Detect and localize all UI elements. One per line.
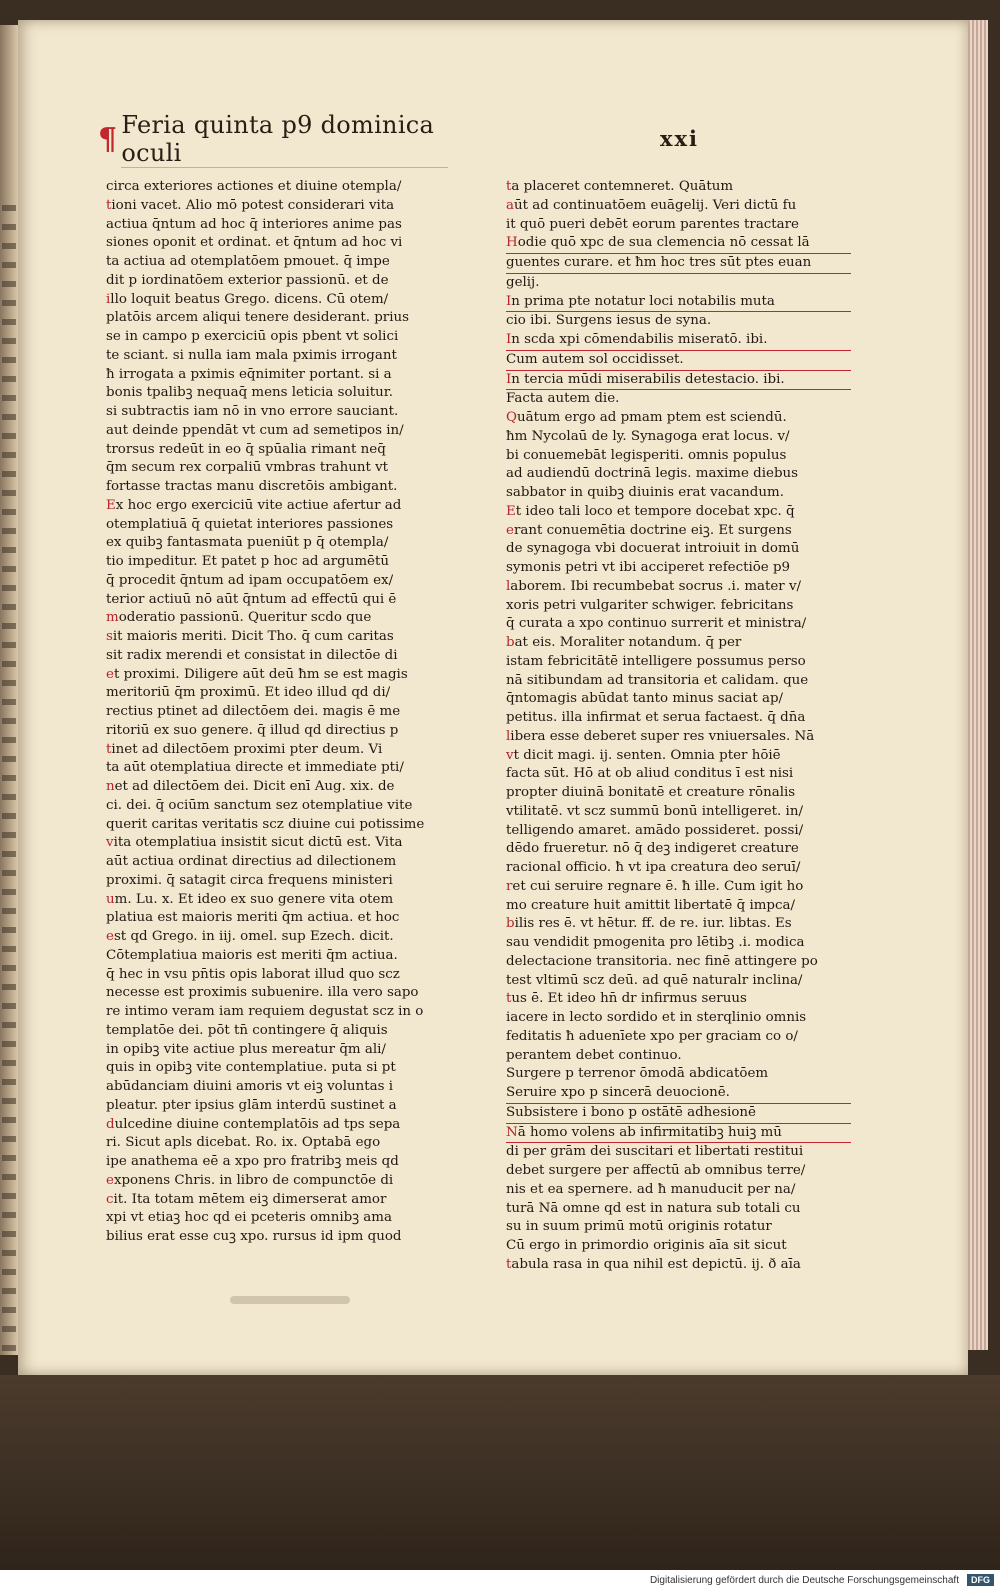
text-line: bilius erat esse cuꝫ xpo. rursus id ipm quod bbox=[106, 1229, 402, 1244]
folio-number: xxi bbox=[660, 126, 700, 151]
text-line: in opibꝫ vite actiue plus mereatur q̄m ali/ bbox=[106, 1041, 386, 1057]
text-line: perantem debet continuo. bbox=[506, 1047, 682, 1063]
text-line: aūt ad continuatōem euāgelij. Veri dictū fu bbox=[506, 197, 797, 213]
text-line: q̄m secum rex corpaliū vmbras trahunt vt bbox=[106, 460, 389, 476]
text-line: feditatis ħ aduenīete xpo per graciam co o/ bbox=[506, 1028, 798, 1044]
text-line: dulcedine diuine contemplatōis ad tps sepa bbox=[106, 1116, 401, 1132]
text-line: abūdanciam diuini amoris vt eiꝫ voluntas i bbox=[106, 1079, 393, 1094]
text-line: actiua q̄ntum ad hoc q̄ interiores anime pas bbox=[106, 216, 402, 232]
ink-smudge bbox=[230, 1296, 350, 1304]
adjacent-page-text-marks bbox=[2, 205, 16, 1365]
text-line: vita otemplatiua insistit sicut dictū est. Vita bbox=[106, 835, 403, 851]
text-line: racional officio. ħ vt ipa creatura deo seruī/ bbox=[506, 860, 801, 875]
text-line: gelij. bbox=[506, 274, 540, 290]
text-line: te sciant. si nulla iam mala pximis irrogant bbox=[106, 347, 397, 363]
text-line: In tercia mūdi miserabilis detestacio. ibi. bbox=[506, 371, 851, 391]
text-line: guentes curare. et ħm hoc tres sūt ptes euan bbox=[506, 254, 851, 274]
text-line: se in campo p exerciciū opis pbent vt solici bbox=[106, 329, 399, 344]
text-line: templatōe dei. pōt tn̄ contingere q̄ aliquis bbox=[106, 1022, 388, 1038]
text-line: turā Nā omne qd est in natura sub totali cu bbox=[506, 1200, 801, 1216]
footer-bar bbox=[0, 1570, 1000, 1590]
text-line: Facta autem die. bbox=[506, 391, 620, 407]
text-line: de synagoga vbi docuerat introiuit in domū bbox=[506, 541, 800, 557]
text-line: ex quibꝫ fantasmata pueniūt p q̄ otempla/ bbox=[106, 535, 389, 551]
text-line: propter diuinā bonitatē et creature rōnalis bbox=[506, 785, 796, 800]
text-line: sit maioris meriti. Dicit Tho. q̄ cum caritas bbox=[106, 629, 394, 644]
paraph-mark-icon: ¶ bbox=[98, 121, 118, 157]
text-line: vt dicit magi. ij. senten. Omnia pter hōiē bbox=[506, 747, 781, 763]
text-line: Hodie quō xpc de sua clemencia nō cessat lā bbox=[506, 234, 851, 254]
text-line: ta aūt otemplatiua directe et immediate pti/ bbox=[106, 760, 404, 776]
text-line: otemplatiuā q̄ quietat interiores passiones bbox=[106, 516, 394, 532]
text-column-left bbox=[106, 178, 451, 1247]
text-line: symonis petri vt ibi acciperet refectiōe p9 bbox=[506, 560, 791, 575]
text-line: moderatio passionū. Queritur scdo que bbox=[106, 610, 372, 626]
text-line: circa exteriores actiones et diuine otempla/ bbox=[106, 179, 402, 194]
text-line: ħm Nycolaū de ly. Synagoga erat locus. v/ bbox=[506, 428, 790, 444]
text-line: Cum autem sol occidisset. bbox=[506, 351, 851, 371]
text-line: xoris petri vulgariter schwiger. febricitans bbox=[506, 597, 794, 613]
footer-credit: Digitalisierung gefördert durch die Deutsche Forschungsgemeinschaft bbox=[649, 1574, 959, 1586]
text-line: illo loquit beatus Grego. dicens. Cū otem/ bbox=[106, 291, 389, 307]
text-line: xpi vt etiaꝫ hoc qd ei pceteris omnibꝫ ama bbox=[106, 1210, 392, 1226]
text-line: q̄ procedit q̄ntum ad ipam occupatōem ex/ bbox=[106, 572, 394, 588]
text-line: Cū ergo in primordio originis aīa sit sicut bbox=[506, 1238, 787, 1253]
text-line: di per grām dei suscitari et libertati restitui bbox=[506, 1144, 804, 1160]
text-line: telligendo amaret. amādo possideret. possi/ bbox=[506, 822, 804, 838]
text-line: bonis tpalibꝫ nequaq̄ mens leticia soluitur. bbox=[106, 385, 393, 401]
text-line: tio impeditur. Et patet p hoc ad argumētū bbox=[106, 554, 389, 569]
header-title: Feria quinta p9 dominica oculi bbox=[121, 111, 448, 168]
text-line: si subtractis iam nō in vno errore sauciant. bbox=[106, 404, 399, 419]
text-line: aūt actiua ordinat directius ad dilectionem bbox=[106, 854, 397, 869]
text-line: tinet ad dilectōem proximi pter deum. Vi bbox=[106, 741, 383, 757]
text-line: proximi. q̄ satagit circa frequens ministeri bbox=[106, 872, 393, 888]
text-line: ħ irrogata a pximis eq̄nimiter portant. si a bbox=[106, 366, 392, 382]
text-line: bilis res ē. vt hētur. ff. de re. iur. libtas. Es bbox=[506, 916, 792, 932]
text-line: test vltimū scz deū. ad quē naturalr inclina/ bbox=[506, 972, 803, 988]
table-background bbox=[0, 1375, 1000, 1570]
text-line: platiua est maioris meriti q̄m actiua. et hoc bbox=[106, 910, 400, 926]
folio-header bbox=[98, 110, 448, 167]
dfg-logo: DFG bbox=[967, 1574, 994, 1586]
text-line: ta actiua ad otemplatōem pmouet. q̄ impe bbox=[106, 254, 390, 269]
text-line: siones oponit et ordinat. et q̄ntum ad hoc vi bbox=[106, 235, 403, 251]
text-line: Seruire xpo p sincerā deuocionē. bbox=[506, 1084, 851, 1104]
text-line: tioni vacet. Alio mō potest considerari vita bbox=[106, 197, 395, 213]
text-line: bat eis. Moraliter notandum. q̄ per bbox=[506, 635, 742, 650]
text-line: um. Lu. x. Et ideo ex suo genere vita otem bbox=[106, 891, 394, 907]
text-line: In prima pte notatur loci notabilis muta bbox=[506, 293, 851, 313]
adjacent-page-sliver bbox=[0, 25, 18, 1355]
text-line: aut deinde ppendāt vt cum ad semetipos in/ bbox=[106, 422, 404, 438]
text-line: sau vendidit pmogenita pro lētibꝫ .i. modica bbox=[506, 935, 805, 950]
text-line: petitus. illa infirmat et serua factaest. q̄ dn̄a bbox=[506, 710, 806, 725]
text-line: ri. Sicut apls dicebat. Ro. ix. Optabā ego bbox=[106, 1135, 381, 1151]
text-line: q̄ hec in vsu pn̄tis opis laborat illud quo scz bbox=[106, 966, 400, 982]
text-line: querit caritas veritatis scz diuine cui potissime bbox=[106, 816, 425, 832]
text-line: Surgere p terrenor ōmodā abdicatōem bbox=[506, 1066, 769, 1082]
text-line: tabula rasa in qua nihil est depictū. ij. ð aīa bbox=[506, 1256, 801, 1272]
text-line: erant conuemētia doctrine eiꝫ. Et surgens bbox=[506, 522, 792, 538]
text-line: ta placeret contemneret. Quātum bbox=[506, 179, 734, 194]
text-line: Nā homo volens ab infirmitatibꝫ huiꝫ mū bbox=[506, 1124, 851, 1144]
text-line: terior actiuū nō aūt q̄ntum ad effectū qui ē bbox=[106, 591, 397, 607]
text-line: ret cui seruire regnare ē. ħ ille. Cum igit ho bbox=[506, 878, 804, 894]
text-line: pleatur. pter ipsius glām interdū sustinet a bbox=[106, 1097, 397, 1113]
text-line: quis in opibꝫ vite contemplatiue. puta si pt bbox=[106, 1060, 396, 1076]
text-line: sabbator in quibꝫ diuinis erat vacandum. bbox=[506, 485, 784, 500]
text-line: istam febricitātē intelligere possumus perso bbox=[506, 653, 806, 669]
text-line: ad audiendū doctrinā legis. maxime diebus bbox=[506, 466, 799, 482]
text-line: sit radix merendi et consistat in dilectōe di bbox=[106, 647, 398, 663]
text-line: libera esse deberet super res vniuersales. Nā bbox=[506, 728, 815, 744]
text-line: Quātum ergo ad pmam ptem est sciendū. bbox=[506, 410, 787, 425]
text-line: est qd Grego. in iij. omel. sup Ezech. dicit. bbox=[106, 929, 394, 944]
text-line: ci. dei. q̄ ociūm sanctum sez otemplatiue vite bbox=[106, 797, 413, 813]
text-line: Cōtemplatiua maioris est meriti q̄m actiua. bbox=[106, 947, 398, 963]
text-line: debet surgere per affectū ab omnibus terre/ bbox=[506, 1163, 806, 1178]
text-line: fortasse tractas manu discretōis ambigant. bbox=[106, 479, 398, 494]
text-line: cio ibi. Surgens iesus de syna. bbox=[506, 313, 712, 329]
text-line: facta sūt. Hō at ob aliud conditus ī est nisi bbox=[506, 766, 794, 782]
text-line: nā sitibundam ad transitoria et calidam. que bbox=[506, 672, 809, 688]
text-line: ritoriū ex suo genere. q̄ illud qd directius p bbox=[106, 722, 399, 738]
text-line: iacere in lecto sordido et in sterqlinio omnis bbox=[506, 1010, 807, 1025]
text-line: it quō pueri debēt eorum parentes tractare bbox=[506, 216, 799, 232]
text-line: tus ē. Et ideo hn̄ dr infirmus seruus bbox=[506, 991, 747, 1007]
text-line: Et ideo tali loco et tempore docebat xpc. q̄ bbox=[506, 503, 795, 519]
text-line: rectius ptinet ad dilectōem dei. magis ē me bbox=[106, 704, 401, 719]
text-line: mo creature huit amittit libertatē q̄ impca/ bbox=[506, 897, 795, 913]
text-line: bi conuemebāt legisperiti. omnis populus bbox=[506, 447, 787, 463]
text-column-right bbox=[506, 178, 851, 1275]
text-line: vtilitatē. vt scz summū bonū intelligeret. in/ bbox=[506, 803, 803, 819]
text-line: trorsus redeūt in eo q̄ spūalia rimant neq̄ bbox=[106, 441, 386, 457]
text-line: delectacione transitoria. nec finē attingere po bbox=[506, 953, 818, 969]
text-line: dit p iordinatōem exterior passionū. et de bbox=[106, 272, 389, 288]
text-line: dēdo frueretur. nō q̄ deꝫ indigeret creature bbox=[506, 841, 799, 857]
page-block-edge bbox=[968, 20, 988, 1350]
text-line: su in suum primū motū originis rotatur bbox=[506, 1219, 772, 1235]
text-line: Subsistere i bono p ostātē adhesionē bbox=[506, 1104, 851, 1124]
text-line: laborem. Ibi recumbebat socrus .i. mater v/ bbox=[506, 578, 802, 594]
text-line: q̄ntomagis abūdat tanto minus saciat ap/ bbox=[506, 691, 784, 707]
text-line: necesse est proximis subuenire. illa vero sapo bbox=[106, 985, 419, 1001]
text-line: ipe anathema eē a xpo pro fratribꝫ meis qd bbox=[106, 1154, 399, 1169]
text-line: et proximi. Diligere aūt deū ħm se est magis bbox=[106, 666, 408, 682]
text-line: meritoriū q̄m proximū. Et ideo illud qd di/ bbox=[106, 685, 391, 701]
text-line: In scda xpi cōmendabilis miseratō. ibi. bbox=[506, 331, 851, 351]
text-line: cit. Ita totam mētem eiꝫ dimerserat amor bbox=[106, 1191, 387, 1207]
text-line: platōis arcem aliqui tenere desiderant. prius bbox=[106, 310, 409, 326]
text-line: Ex hoc ergo exerciciū vite actiue afertur ad bbox=[106, 497, 402, 513]
text-line: q̄ curata a xpo continuo surrerit et ministra/ bbox=[506, 616, 807, 632]
text-line: nis et ea spernere. ad ħ manuducit per na/ bbox=[506, 1181, 796, 1197]
text-line: net ad dilectōem dei. Dicit enī Aug. xix. de bbox=[106, 779, 395, 794]
text-line: exponens Chris. in libro de compunctōe di bbox=[106, 1172, 394, 1188]
text-line: re intimo veram iam requiem degustat scz in o bbox=[106, 1004, 424, 1019]
